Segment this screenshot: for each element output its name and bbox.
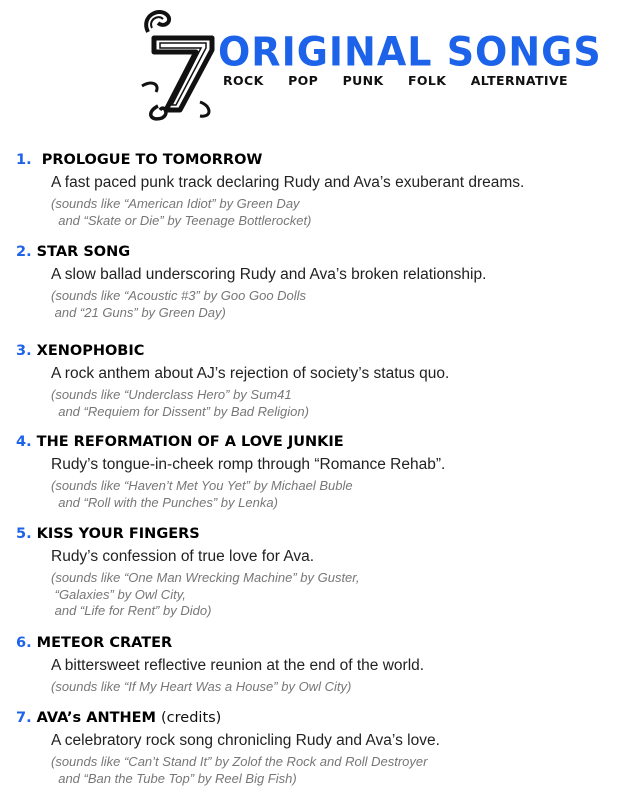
song-heading xyxy=(16,243,616,261)
song-heading xyxy=(16,634,616,652)
song-credit-note: (credits) xyxy=(161,710,222,726)
song-heading xyxy=(16,709,616,727)
song-title: AVA’s ANTHEM xyxy=(36,710,156,726)
genre-list xyxy=(223,73,568,88)
song-item xyxy=(16,151,616,229)
song-title: PROLOGUE TO TOMORROW xyxy=(41,152,263,168)
song-sounds-like: (sounds like “Underclass Hero” by Sum41 and “Requiem for Dissent” by Bad Religion) xyxy=(51,387,309,419)
big-seven-graphic xyxy=(138,6,220,122)
genre-pop: POP xyxy=(288,73,319,88)
song-title: STAR SONG xyxy=(36,244,131,260)
song-description: Rudy’s confession of true love for Ava. xyxy=(51,548,315,565)
song-description: Rudy’s tongue-in-cheek romp through “Romance Rehab”. xyxy=(51,456,446,473)
song-number: 4. xyxy=(16,434,32,450)
song-number: 7. xyxy=(16,710,32,726)
song-item xyxy=(16,342,616,420)
song-item xyxy=(16,243,616,321)
song-sounds-like: (sounds like “One Man Wrecking Machine” by Guster, “Galaxies” by Owl City, and “Life for Rent” by Dido) xyxy=(51,570,360,618)
song-description: A slow ballad underscoring Rudy and Ava’s broken relationship. xyxy=(51,266,487,283)
song-heading xyxy=(16,151,616,169)
song-title: METEOR CRATER xyxy=(36,635,173,651)
song-sounds-like: (sounds like “Acoustic #3” by Goo Goo Dolls and “21 Guns” by Green Day) xyxy=(51,288,307,320)
song-sounds-like: (sounds like “American Idiot” by Green Day and “Skate or Die” by Teenage Bottlerocket) xyxy=(51,196,312,228)
song-number: 2. xyxy=(16,244,32,260)
genre-alternative: ALTERNATIVE xyxy=(470,73,568,88)
song-item xyxy=(16,634,616,696)
song-sounds-like: (sounds like “Can’t Stand It” by Zolof the Rock and Roll Destroyer and “Ban the Tube Top” by Reel Big Fish) xyxy=(51,754,428,786)
song-number: 3. xyxy=(16,343,32,359)
song-item xyxy=(16,525,616,620)
song-description: A celebratory rock song chronicling Rudy and Ava’s love. xyxy=(51,732,440,749)
page-title: ORIGINAL SONGS xyxy=(218,28,602,76)
song-number: 5. xyxy=(16,526,32,542)
genre-punk: PUNK xyxy=(342,73,384,88)
song-item xyxy=(16,433,616,511)
song-number: 6. xyxy=(16,635,32,651)
genre-rock: ROCK xyxy=(223,73,264,88)
song-description: A rock anthem about AJ’s rejection of society’s status quo. xyxy=(51,365,450,382)
genre-folk: FOLK xyxy=(407,73,447,88)
song-sounds-like: (sounds like “Haven’t Met You Yet” by Michael Buble and “Roll with the Punches” by Lenka) xyxy=(51,478,353,510)
song-description: A bittersweet reflective reunion at the end of the world. xyxy=(51,657,425,674)
song-title: XENOPHOBIC xyxy=(36,343,145,359)
song-heading xyxy=(16,525,616,543)
song-title: KISS YOUR FINGERS xyxy=(36,526,200,542)
header xyxy=(0,0,618,120)
song-heading xyxy=(16,433,616,451)
song-number: 1. xyxy=(16,152,32,168)
song-item xyxy=(16,709,616,787)
song-title: THE REFORMATION OF A LOVE JUNKIE xyxy=(36,434,344,450)
song-heading xyxy=(16,342,616,360)
song-sounds-like: (sounds like “If My Heart Was a House” by Owl City) xyxy=(51,679,352,694)
song-description: A fast paced punk track declaring Rudy and Ava’s exuberant dreams. xyxy=(51,174,525,191)
